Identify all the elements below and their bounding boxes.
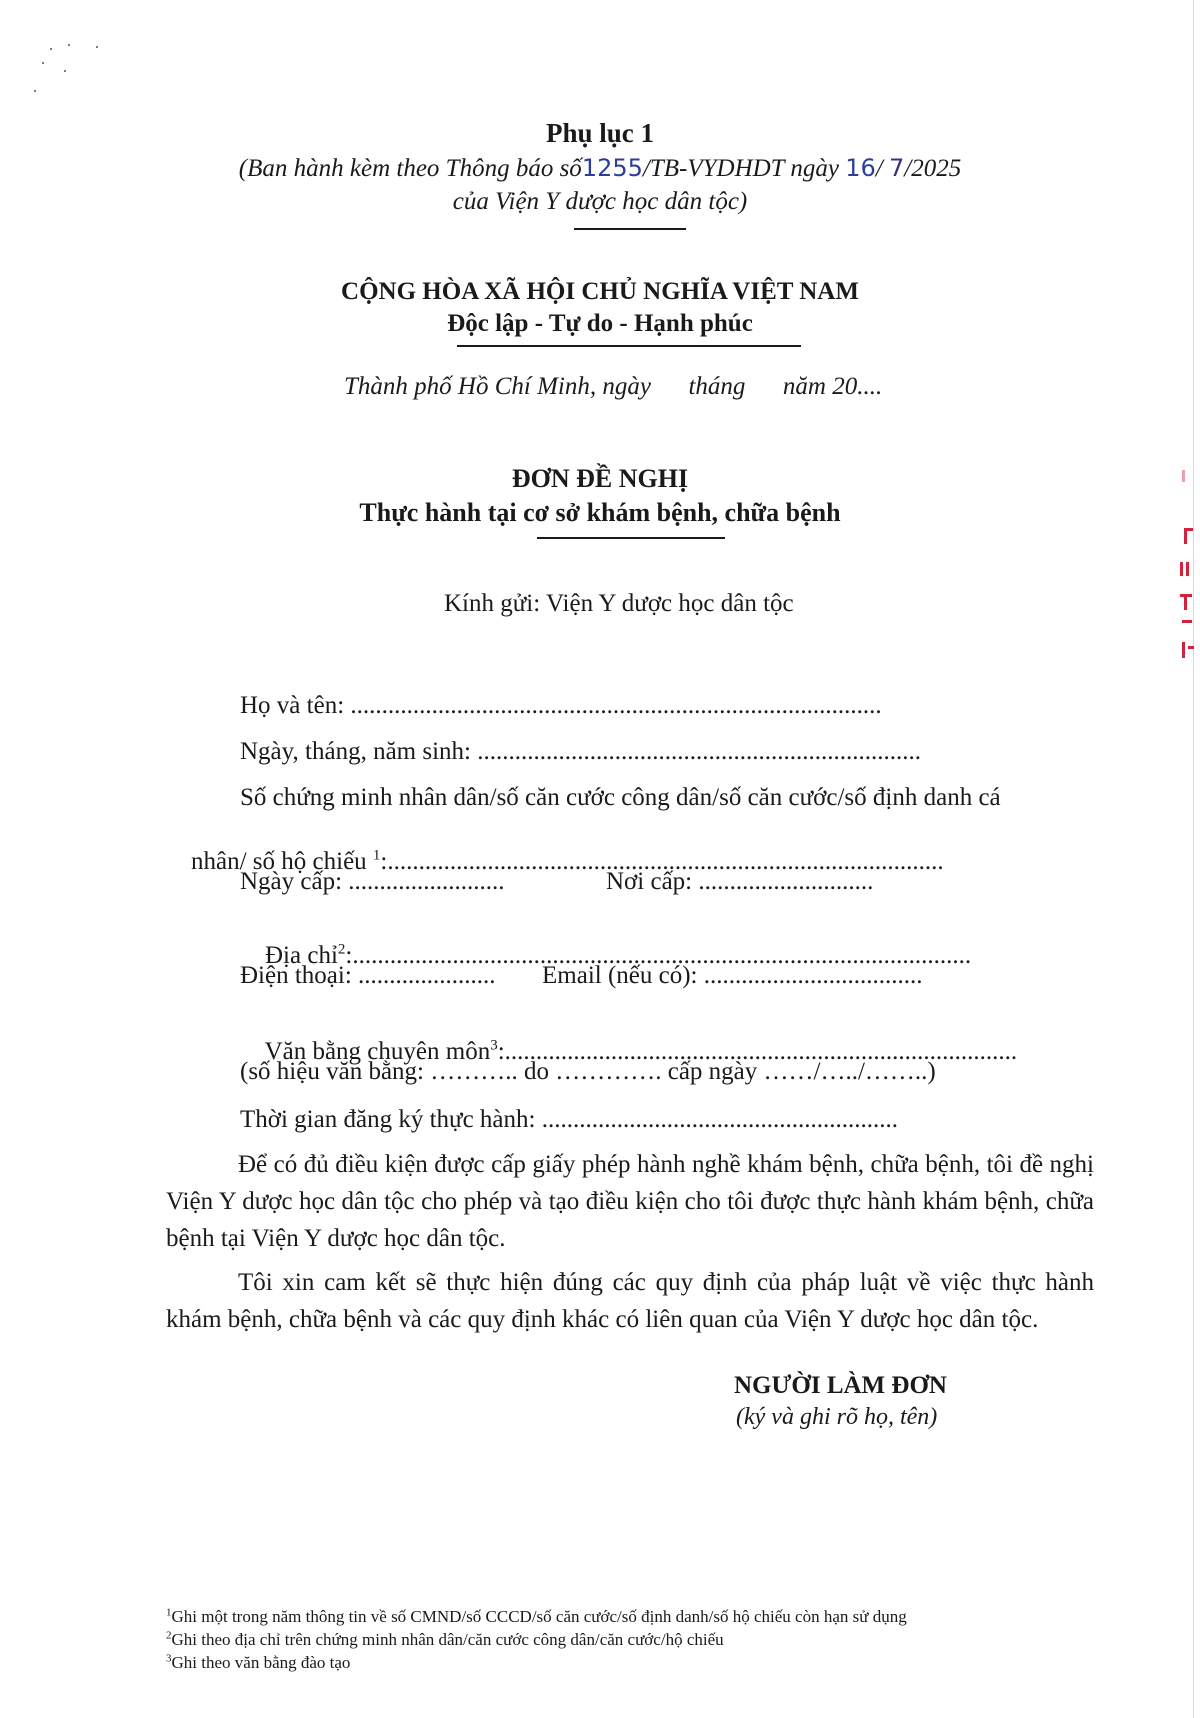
scan-specks — [28, 40, 118, 110]
header-divider — [574, 228, 686, 230]
footnote-2: $^2$Ghi theo địa chỉ trên chứng minh nhân dân/căn cước công dân/căn cước/hộ chiếu — [166, 1629, 724, 1649]
degree-dots: :.................................................................................. — [497, 1038, 1018, 1065]
handwritten-month: 7 — [888, 154, 905, 182]
footnote-ref-2: 2 — [337, 941, 346, 958]
title-underline — [537, 537, 725, 539]
degree-label: Văn bằng chuyên môn — [264, 1038, 491, 1065]
handwritten-number: 1255 — [581, 154, 643, 182]
birth-date-field[interactable]: Ngày, tháng, năm sinh: ....................................................................... — [240, 738, 921, 765]
national-motto: Độc lập - Tự do - Hạnh phúc — [447, 310, 753, 337]
scan-edge-line — [1193, 0, 1194, 1718]
red-stamp-fragment — [1172, 470, 1198, 660]
full-name-field[interactable]: Họ và tên: ..................................................................................... — [240, 692, 882, 719]
phone-field[interactable]: Điện thoại: ...................... — [240, 962, 496, 989]
footnote-ref-3: 3 — [490, 1037, 498, 1054]
commitment-paragraph: Tôi xin cam kết sẽ thực hiện đúng các quy định của pháp luật về việc thực hành khám bệnh, chữa bệnh và các quy định khác có liên quan của Viện Y dược học dân tộc. — [166, 1269, 1094, 1333]
issued-prefix: (Ban hành kèm theo Thông báo số — [238, 155, 582, 182]
stamp-marks — [1172, 470, 1198, 660]
appendix-title: Phụ lục 1 — [545, 118, 655, 148]
footnote-3: $^3$Ghi theo văn bằng đào tạo — [166, 1652, 351, 1672]
issued-mid: /TB-VYDHDT ngày — [642, 155, 846, 182]
handwritten-day: 16 — [845, 154, 876, 182]
address-label: Địa chỉ — [265, 942, 338, 969]
issued-line — [0, 154, 1200, 183]
signer-title: NGƯỜI LÀM ĐƠN — [734, 1372, 947, 1399]
email-field[interactable]: Email (nếu có): ................................... — [542, 962, 923, 989]
issued-sep: / — [875, 155, 889, 182]
form-subtitle: Thực hành tại cơ sở khám bệnh, chữa bệnh — [359, 498, 841, 527]
id-number-label: Số chứng minh nhân dân/số căn cước công dân/số căn cước/số định danh cá — [240, 784, 1001, 811]
issued-line-2: của Viện Y dược học dân tộc) — [452, 188, 748, 215]
issued-year: /2025 — [904, 155, 962, 182]
address-dots: :................................................................................................... — [345, 942, 972, 969]
place-date: Thành phố Hồ Chí Minh, ngày tháng năm 20.... — [344, 373, 883, 400]
addressee: Kính gửi: Viện Y dược học dân tộc — [444, 590, 794, 617]
issue-place-field[interactable]: Nơi cấp: ............................ — [606, 868, 874, 895]
footnote-1: $^1$Ghi một trong năm thông tin về số CMND/số CCCD/số căn cước/số định danh/số hộ chiếu còn hạn sử dụng — [166, 1606, 907, 1626]
request-paragraph: Để có đủ điều kiện được cấp giấy phép hành nghề khám bệnh, chữa bệnh, tôi đề nghị Viện Y dược học dân tộc cho phép và tạo điều kiện cho tôi được thực hành khám bệnh, chữa bệnh tại Viện Y dược học dân tộc. — [166, 1151, 1094, 1252]
id-label-tail: nhân/ số hộ chiếu — [191, 848, 373, 875]
degree-detail-field[interactable]: (số hiệu văn bằng: ……….. do …………. cấp ngày ……/…../……..) — [240, 1058, 936, 1085]
form-title: ĐƠN ĐỀ NGHỊ — [511, 464, 689, 493]
country-name: CỘNG HÒA XÃ HỘI CHỦ NGHĨA VIỆT NAM — [341, 278, 859, 305]
signer-note: (ký và ghi rõ họ, tên) — [736, 1404, 938, 1430]
footnote-ref-1: 1 — [372, 847, 381, 864]
practice-time-field[interactable]: Thời gian đăng ký thực hành: ......................................................... — [240, 1106, 898, 1133]
issue-date-field[interactable]: Ngày cấp: ......................... — [240, 868, 505, 895]
id-dots: :......................................................................................... — [380, 848, 944, 875]
motto-underline — [457, 345, 801, 347]
